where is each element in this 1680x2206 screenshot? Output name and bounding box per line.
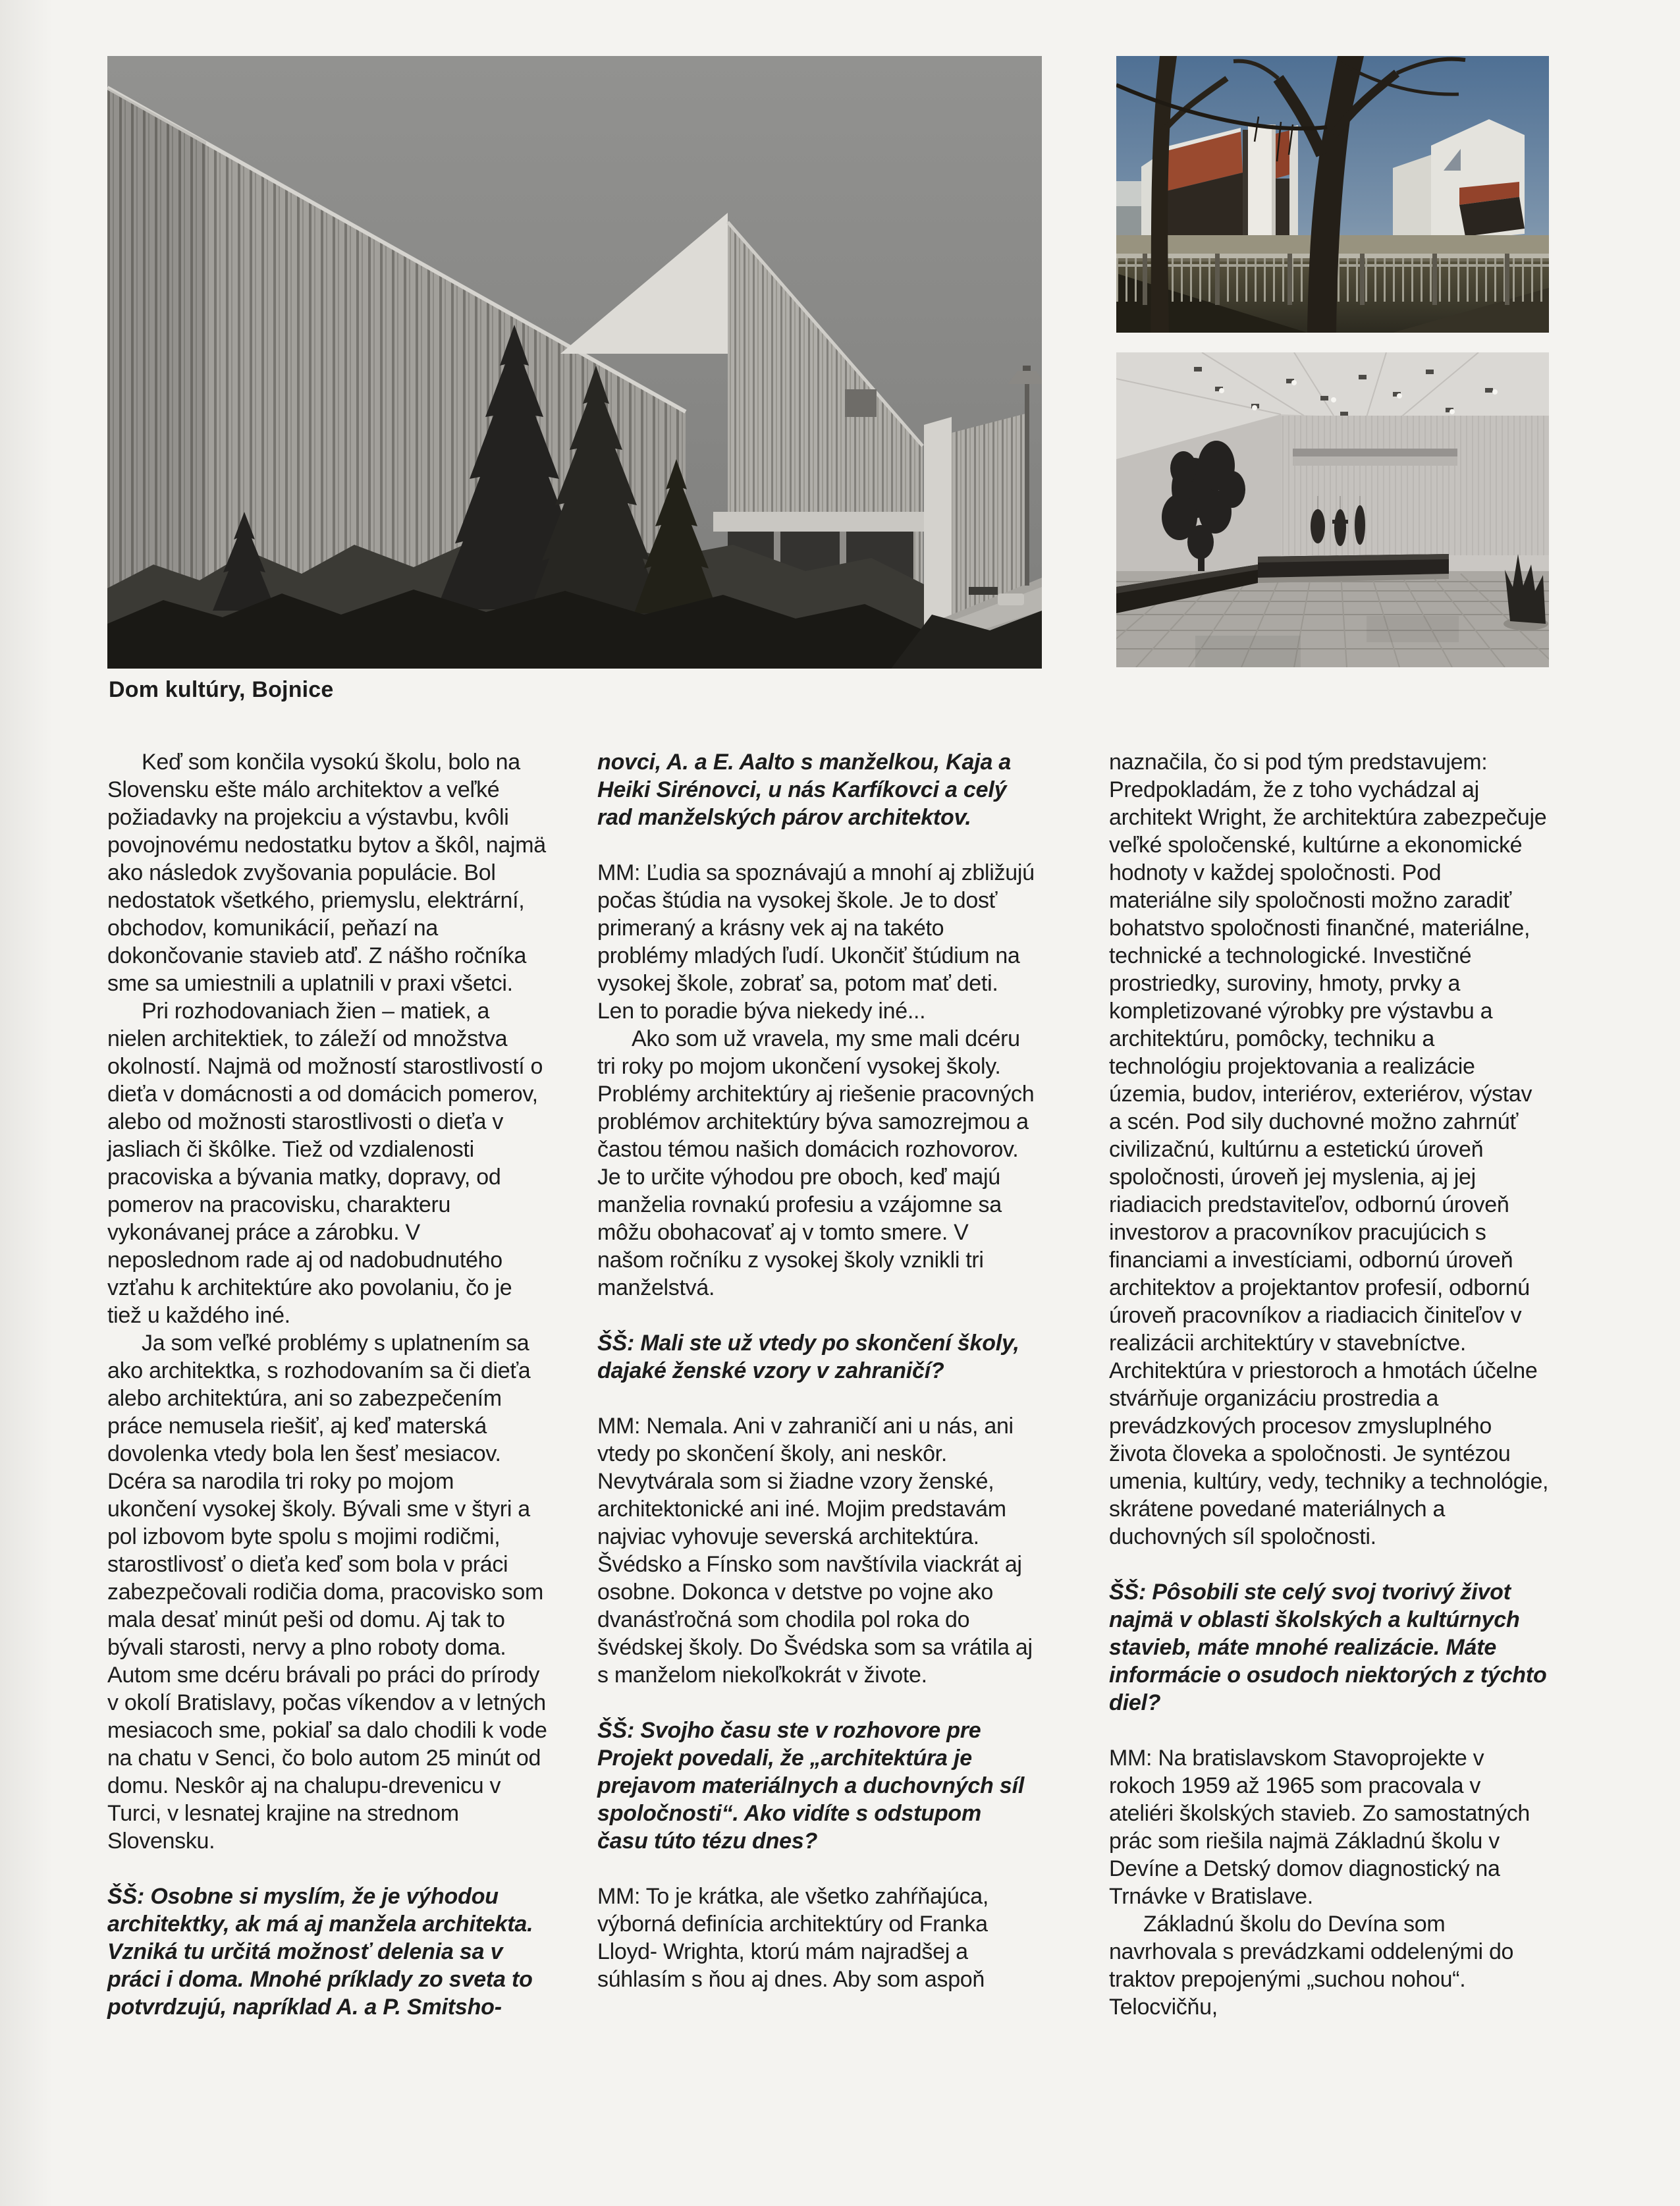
answer-paragraph: MM: Nemala. Ani v zahraničí ani u nás, ani vtedy po skončení školy, ani neskôr. Nevytvárala som si žiadne vzory ženské, architektonické ani iné. Mojim predstavám najviac vyhovuje severská architektúra. Švédsko a Fínsko som navštívila viackrát aj osobne. Dokonca v detstve po vojne ako dvanásťročná som chodila pol roka do švédskej školy. Do Švédska som sa vrátila aj s manželom niekoľkokrát v živote. <box>597 1414 1033 1688</box>
question-paragraph: ŠŠ: Osobne si myslím, že je výhodou architektky, ak má aj manžela architekta. Vzniká tu určitá možnosť delenia sa v práci i doma. Mnohé príklady zo sveta to potvrdzujú, napríklad A. a P. Smitsho- <box>107 1884 533 2020</box>
white-wall-sliver <box>924 417 952 625</box>
street-lamp-pole <box>1025 384 1029 586</box>
wall-textile <box>1293 449 1457 456</box>
answer-paragraph: MM: To je krátka, ale všetko zahŕňajúca, výborná definícia architektúry od Franka Lloyd- Wrighta, ktorú mám najradšej a súhlasím s ňou aj dnes. Aby som aspoň <box>597 1884 989 1992</box>
answer-paragraph: MM: Na bratislavskom Stavoprojekte v rokoch 1959 až 1965 som pracovala v ateliéri školských stavieb. Zo samostatných prác som riešila najmä Základnú školu v Devíne a Detský domov diagnostický na Trnávke v Bratislave. <box>1109 1746 1531 1909</box>
interior-photo-illustration <box>1116 352 1549 667</box>
answer-paragraph-continued: naznačila, čo si pod tým predstavujem: Predpokladám, že z toho vychádzal aj architekt Wright, že architektúra zabezpečuje veľké spoločenské, kultúrne a ekonomické hodnoty v každej spoločnosti. Pod materiálne sily spoločnosti možno zaradiť bohatstvo spoločnosti finančné, materiálne, technické a technologické. Investičné prostriedky, suroviny, hmoty, prvky a kompletizované výrobky pre výstavbu a architektúru, pomôcky, techniku a technológiu projektovania a realizácie územia, budov, interiérov, exteriérov, výstav a scén. Pod sily duchovné možno zahrnúť civilizačnú, kultúrnu a estetickú úroveň spoločnosti, úroveň jej myslenia, aj jej riadiacich predstaviteľov, odbornú úroveň investorov a pracovníkov pracujúcich s financiami a investíciami, odbornú úroveň architektov a projektantov profesií, odbornú úroveň pracovníkov a riadiacich činiteľov v realizácii architektúry v stavebníctve. Architektúra v priestoroch a hmotách účelne stvárňuje organizáciu prostredia a prevádzkových procesov zmysluplného života človeka a spoločnosti. Je syntézou umenia, kultúry, vedy, techniky a technológie, skrátene povedané materiálnych a duchovných síl spoločnosti. <box>1109 750 1549 1549</box>
color-photo-illustration <box>1116 56 1549 333</box>
interior-photo <box>1116 352 1549 667</box>
wall-artworks <box>1311 505 1365 546</box>
answer-paragraph: MM: Ľudia sa spoznávajú a mnohí aj zbližujú počas štúdia na vysokej škole. Je to dosť primeraný a krásny vek aj na takéto problémy mladých ľudí. Ukončiť štúdium na vysokej škole, zobrať sa, potom mať deti. Len to poradie býva niekedy iné... <box>597 860 1035 1024</box>
photo-caption: Dom kultúry, Bojnice <box>109 677 334 702</box>
bench <box>969 587 998 595</box>
building-color-photo <box>1116 56 1549 333</box>
question-paragraph-continued: novci, A. a E. Aalto s manželkou, Kaja a Heiki Sirénovci, u nás Karfíkovci a celý rad manželských párov architektov. <box>597 750 1012 830</box>
answer-paragraph: Pri rozhodovaniach žien – matiek, a nielen architektiek, to záleží od množstva okolností. Najmä od možností starostlivostí o dieťa v domácnosti a od domácich pomerov, alebo od možnosti starostlivosti o dieťa v jasliach či škôlke. Tiež od vzdialenosti pracoviska a bývania matky, dopravy, od pomerov na pracovisku, charakteru vykonávanej práce a zárobku. V neposlednom rade aj od nadobudnutého vzťahu k architektúre ako povolaniu, čo je tiež u každého iné. <box>107 999 543 1328</box>
answer-paragraph: Keď som končila vysokú školu, bolo na Slovensku ešte málo architektov a veľké požiadavky na projekciu a výstavbu, kvôli povojnovému nedostatku bytov a škôl, najmä ako následok zvyšovania populácie. Bol nedostatok všetkého, priemyslu, elektrární, obchodov, komunikácií, peňazí na dokončovanie stavieb atď. Z nášho ročníka sme sa umiestnili a uplatnili v praxi všetci. <box>107 750 546 996</box>
text-column-2 <box>597 748 1037 1993</box>
tile-shade <box>1367 616 1459 642</box>
main-photo-illustration <box>107 56 1042 669</box>
question-paragraph: ŠŠ: Svojho času ste v rozhovore pre Projekt povedali, že „architektúra je prejavom materiálnych a duchovných síl spoločnosti“. Ako vidíte s odstupom času túto tézu dnes? <box>597 1718 1025 1854</box>
street-lamp-cap <box>1023 366 1031 371</box>
text-column-1 <box>107 748 547 2021</box>
answer-paragraph: Ja som veľké problémy s uplatnením sa ako architektka, s rozhodovaním sa či dieťa alebo architektúra, ani so zabezpečením práce nemusela riešiť, aj keď materská dovolenka vtedy bola len šesť mesiacov. Dcéra sa narodila tri roky po mojom ukončení vysokej školy. Bývali sme v štyri a pol izbovom byte spolu s mojimi rodičmi, starostlivosť o dieťa keď som bola v práci zabezpečovali rodičia doma, pracovisko som mala desať minút peši od domu. Aj tak to bývali starosti, nervy a plno roboty doma. Autom sme dcéru brávali po práci do prírody v okolí Bratislavy, počas víkendov a v letných mesiacoch sme, pokiaľ sa dalo chodili k vode na chatu v Senci, čo bolo autom 25 minút od domu. Neskôr aj na chalupu-drevenicu v Turci, v lesnatej krajine na strednom Slovensku. <box>107 1331 547 1854</box>
tile-shade <box>1195 636 1301 667</box>
main-photo-dom-kultury <box>107 56 1042 669</box>
text-column-3 <box>1109 748 1549 2021</box>
answer-paragraph: Ako som už vravela, my sme mali dcéru tri roky po mojom ukončení vysokej školy. Problémy architektúry aj riešenie pracovných problémov architektúry býva samozrejmou a častou témou našich domácich rozhovorov. Je to určite výhodou pre oboch, keď majú manželia rovnakú profesiu a vzájomne sa môžu obohacovať aj v tomto smere. V našom ročníku z vysokej školy vznikli tri manželstvá. <box>597 1026 1035 1300</box>
question-paragraph: ŠŠ: Mali ste už vtedy po skončení školy, dajaké ženské vzory v zahraničí? <box>597 1331 1019 1383</box>
background-wall <box>1393 155 1431 247</box>
textile-fringe <box>1293 456 1457 466</box>
roof-vent-box <box>845 389 877 417</box>
entrance-canopy <box>713 512 925 532</box>
parked-car <box>998 593 1024 605</box>
answer-paragraph: Základnú školu do Devína som navrhovala s prevádzkami oddelenými do traktov prepojenými „suchou nohou“. Telocvičňu, <box>1109 1912 1514 2020</box>
question-paragraph: ŠŠ: Pôsobili ste celý svoj tvorivý život najmä v oblasti školských a kultúrnych stavieb, máte mnohé realizácie. Máte informácie o osudoch niektorých z týchto diel? <box>1109 1580 1547 1715</box>
